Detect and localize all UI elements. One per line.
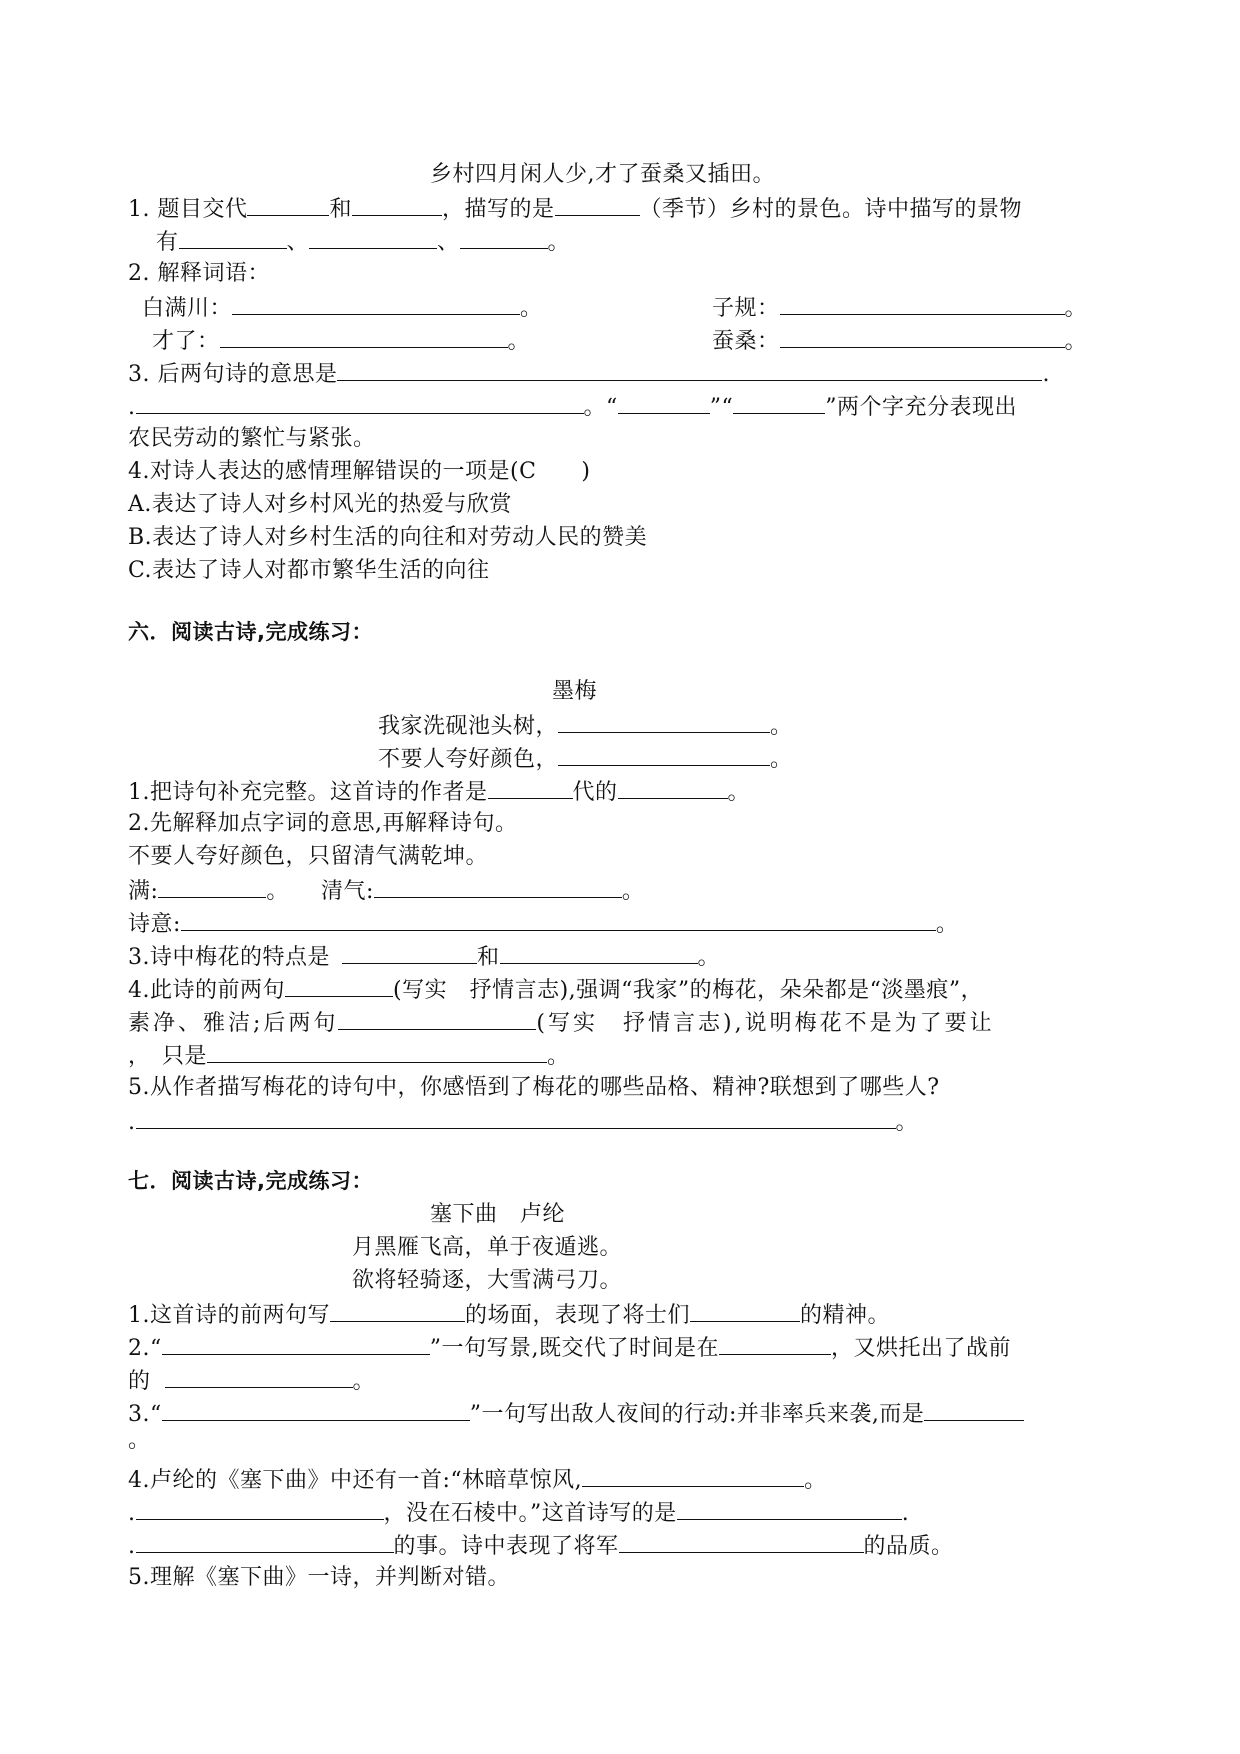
answer-blank[interactable] [136,1106,396,1129]
q4-line-2: 素净、雅洁;后两句 (写实 抒情言志),说明梅花不是为了要让 [128,1007,995,1039]
answer-blank[interactable] [780,292,1065,315]
poem-title: 墨梅 [552,679,598,704]
answer-blank[interactable] [330,1299,465,1322]
answer-blank[interactable] [285,974,393,997]
q2-line: 2.“ ”一句写景,既交代了时间是在 ，又烘托出了战前 [128,1332,1011,1364]
q1-line: 1.这首诗的前两句写 的场面，表现了将士们 的精神。 [128,1299,890,1331]
answer-blank[interactable] [619,1530,864,1553]
poem-line: 欲将轻骑逐，大雪满弓刀。 [352,1268,623,1293]
q4-line: 4.此诗的前两句 (写实 抒情言志),强调“我家”的梅花，朵朵都是“淡墨痕”， [128,974,983,1006]
option-b[interactable]: B.表达了诗人对乡村生活的向往和对劳动人民的赞美 [128,525,648,550]
q5-line: 5.从作者描写梅花的诗句中，你感悟到了梅花的哪些品格、精神?联想到了哪些人? [128,1075,940,1100]
q3-line: 3.“ ”一句写出敌人夜间的行动:并非率兵来袭,而是 [128,1398,1024,1430]
q2-line: 2.先解释加点字词的意思,再解释诗句。 [128,811,518,836]
answer-blank[interactable] [396,1106,896,1129]
word-baimanchuan: 白满川： 。 [142,292,543,324]
option-a[interactable]: A.表达了诗人对乡村风光的热爱与欣赏 [128,492,512,517]
answer-blank[interactable] [220,325,508,348]
q5-line: 5.理解《塞下曲》一诗，并判断对错。 [128,1565,510,1590]
option-c[interactable]: C.表达了诗人对都市繁华生活的向往 [128,558,490,583]
answer-blank[interactable] [488,776,573,799]
q1-line: 1. 题目交代 和 ，描写的是 （季节）乡村的景色。诗中描写的景物 [128,193,1022,225]
answer-blank[interactable] [733,391,825,414]
q2-words: 满: 。 清气: 。 [128,875,644,907]
word-cansang: 蚕桑： 。 [712,325,1087,357]
word-zigui: 子规： 。 [712,292,1087,324]
answer-blank[interactable] [558,743,770,766]
q3-line-3: 农民劳动的繁忙与紧张。 [128,426,376,451]
answer-blank[interactable] [162,1398,470,1421]
answer-blank[interactable] [158,875,266,898]
answer-blank[interactable] [690,1299,800,1322]
answer-blank[interactable] [352,193,442,216]
section-heading: 六．阅读古诗,完成练习： [128,620,373,644]
answer-blank[interactable] [162,1332,430,1355]
answer-blank[interactable] [136,1497,384,1520]
answer-blank[interactable] [338,1007,536,1030]
q3-line-2: . 。“ ”“ ”两个字充分表现出 [128,391,1017,423]
answer-blank[interactable] [309,226,437,249]
q4-line-3: ， 只是 。 [128,1040,570,1072]
poem-line: 月黑雁飞高，单于夜遁逃。 [352,1235,623,1260]
poem-line: 乡村四月闲人少,才了蚕桑又插田。 [430,162,775,187]
answer-blank[interactable] [179,226,287,249]
answer-blank[interactable] [342,941,477,964]
q1-line: 1.把诗句补充完整。这首诗的作者是 代的 。 [128,776,750,808]
section-heading: 七．阅读古诗,完成练习： [128,1169,373,1193]
q3-line: 3.诗中梅花的特点是 和 。 [128,941,720,973]
answer-blank[interactable] [677,1497,902,1520]
answer-blank[interactable] [181,908,936,931]
q3-line-2: 。 [128,1428,151,1453]
q5-answer: . 。 [128,1106,918,1138]
answer-blank[interactable] [374,875,622,898]
answer-blank[interactable] [719,1332,831,1355]
answer-blank[interactable] [500,941,698,964]
answer-blank[interactable] [232,292,520,315]
answer-blank[interactable] [460,226,548,249]
answer-blank[interactable] [555,193,640,216]
q4-line-2: . ，没在石棱中。”这首诗写的是 . [128,1497,909,1529]
q4-line: 4.卢纶的《塞下曲》中还有一首:“林暗草惊风, 。 [128,1464,827,1496]
q4-line-3: . 的事。诗中表现了将军 的品质。 [128,1530,954,1562]
answer-blank[interactable] [618,776,728,799]
q2-title: 2. 解释词语： [128,261,270,286]
answer-blank[interactable] [780,325,1065,348]
answer-blank[interactable] [136,391,584,414]
answer-blank[interactable] [207,1040,547,1063]
poem-line: 不要人夸好颜色， 。 [378,743,793,775]
q2-line-2: 的 。 [128,1365,375,1397]
answer-blank[interactable] [582,1464,804,1487]
q3-line: 3. 后两句诗的意思是 . [128,358,1050,390]
answer-blank[interactable] [924,1398,1024,1421]
answer-blank[interactable] [136,1530,394,1553]
answer-blank[interactable] [558,710,770,733]
poem-line: 我家洗砚池头树， 。 [378,710,793,742]
answer-blank[interactable] [337,358,1042,381]
answer-blank[interactable] [165,1365,353,1388]
answer-blank[interactable] [247,193,329,216]
q1-line-2: 有 、 、 。 [156,226,570,258]
answer-blank[interactable] [618,391,710,414]
poem-title: 塞下曲 卢纶 [430,1202,566,1227]
word-caile: 才了： 。 [152,325,530,357]
q2-verse: 不要人夸好颜色，只留清气满乾坤。 [128,844,489,869]
q4-line: 4.对诗人表达的感情理解错误的一项是(C ) [128,459,591,484]
q2-meaning: 诗意: 。 [128,908,958,940]
